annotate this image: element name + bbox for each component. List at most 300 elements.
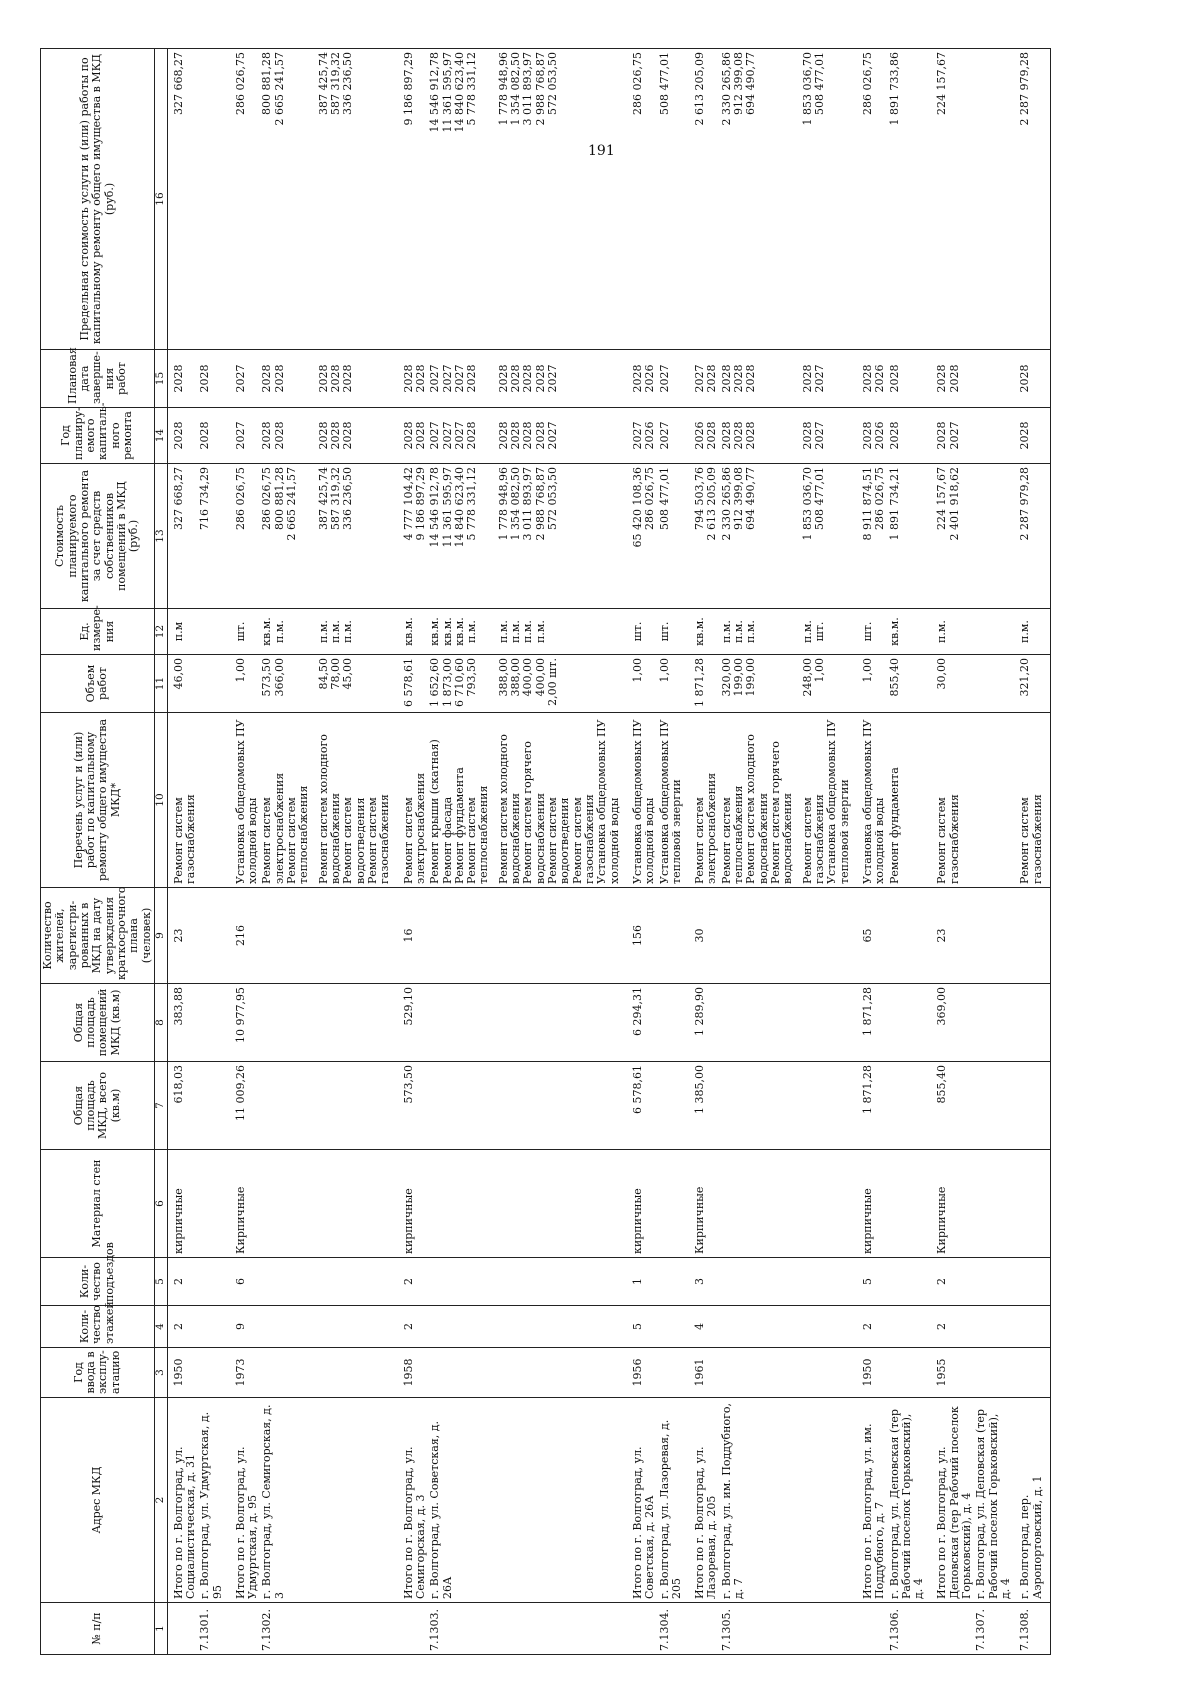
table-cell: 508 477,01 (658, 464, 690, 609)
table-cell (497, 1398, 627, 1603)
table-cell (198, 1348, 230, 1398)
table-cell (801, 1258, 857, 1306)
table-cell (658, 888, 690, 984)
table-cell (428, 1348, 497, 1398)
column-number: 13 (154, 464, 167, 609)
page-number: 191 (588, 143, 615, 159)
column-number-row (154, 49, 167, 1655)
table-cell: п.м. (931, 609, 974, 655)
table-cell: 7.1304. (658, 1603, 690, 1655)
table-cell: Итого по г. Волгоград, ул. Деповская (тер Рабочий поселок Горьковский), д. 4 (931, 1398, 974, 1603)
table-cell: 1 891 734,21 (888, 464, 932, 609)
table-cell (317, 1603, 398, 1655)
table-cell: 2 (931, 1258, 974, 1306)
table-cell (428, 1306, 497, 1348)
table-cell (317, 1062, 398, 1150)
table-cell (658, 1348, 690, 1398)
table-cell: п.м. шт. (801, 609, 857, 655)
table-cell: 2 (398, 1306, 429, 1348)
table-cell: 383,88 (167, 984, 198, 1062)
table-cell: 7.1301. (198, 1603, 230, 1655)
total-row (857, 49, 888, 1655)
table-cell (801, 1348, 857, 1398)
table-cell: Установка общедомовых ПУ холодной воды (857, 713, 888, 888)
table-cell: 2028 (167, 350, 198, 408)
table-cell (317, 888, 398, 984)
column-header: Предельная стоимость услуги и (или) работы по капитальному ремонту общего имущества в МКД (руб.) (41, 49, 155, 350)
table-cell: кирпичные (167, 1150, 198, 1258)
table-cell (198, 984, 230, 1062)
column-number: 15 (154, 350, 167, 408)
table-cell: 2028 2028 (260, 350, 316, 408)
table-cell (974, 1348, 1018, 1398)
table-cell (720, 1348, 801, 1398)
table-cell (658, 984, 690, 1062)
table-cell: 2 (167, 1306, 198, 1348)
table-cell: Ремонт систем газоснабжения (167, 713, 198, 888)
column-number: 1 (154, 1603, 167, 1655)
table-cell: 369,00 (931, 984, 974, 1062)
table-cell: 286 026,75 (230, 49, 261, 350)
table-cell (1018, 1348, 1050, 1398)
table-cell: 2028 2028 2028 (720, 408, 801, 464)
table-row (658, 49, 690, 1655)
table-cell: Кирпичные (230, 1150, 261, 1258)
column-header: Общая площадь помещений МКД (кв.м) (41, 984, 155, 1062)
table-cell (317, 1258, 398, 1306)
table-cell: 5 (857, 1258, 888, 1306)
table-cell (974, 888, 1018, 984)
table-cell: 2027 2027 2027 2028 (428, 350, 497, 408)
table-cell: 3 (689, 1258, 720, 1306)
table-cell: 2028 2028 (260, 408, 316, 464)
table-cell: 1 853 036,70 508 477,01 (801, 49, 857, 350)
table-cell (428, 1062, 497, 1150)
column-number: 11 (154, 655, 167, 713)
table-cell: 1950 (167, 1348, 198, 1398)
table-cell (801, 1062, 857, 1150)
table-cell: 794 503,76 2 613 205,09 (689, 464, 720, 609)
table-cell: 2028 2026 (627, 350, 658, 408)
column-number: 16 (154, 49, 167, 350)
table-cell (230, 1603, 261, 1655)
table-cell (974, 609, 1018, 655)
column-number: 2 (154, 1398, 167, 1603)
table-cell (801, 1398, 857, 1603)
table-cell (198, 1150, 230, 1258)
table-cell (801, 1306, 857, 1348)
table-cell (888, 1306, 932, 1348)
table-cell (627, 1603, 658, 1655)
table-cell (974, 713, 1018, 888)
table-cell: 1956 (627, 1348, 658, 1398)
table-cell: г. Волгоград, ул. Удмуртская, д. 95 (198, 1398, 230, 1603)
table-cell (497, 1306, 627, 1348)
table-cell: 2028 (888, 350, 932, 408)
table-cell: Ремонт систем газоснабжения (1018, 713, 1050, 888)
table-cell (167, 1603, 198, 1655)
table-cell (198, 609, 230, 655)
table-cell: 2028 2028 (398, 408, 429, 464)
table-cell: 1 853 036,70 508 477,01 (801, 464, 857, 609)
table-cell: 618,03 (167, 1062, 198, 1150)
table-cell: 2028 2026 (857, 350, 888, 408)
table-cell (1018, 1258, 1050, 1306)
table-cell: 9 (230, 1306, 261, 1348)
table-cell: 2 330 265,86 912 399,08 694 490,77 (720, 464, 801, 609)
table-cell (198, 1258, 230, 1306)
table-row (428, 49, 497, 1655)
table-cell: п.м. (1018, 609, 1050, 655)
table-cell: 6 (230, 1258, 261, 1306)
table-row (974, 49, 1018, 1655)
table-cell (720, 888, 801, 984)
column-number: 10 (154, 713, 167, 888)
header-row (41, 49, 155, 1655)
table-cell: 2028 (888, 408, 932, 464)
table-cell: 2028 (198, 350, 230, 408)
table-cell: 2028 2027 (801, 408, 857, 464)
table-cell: 156 (627, 888, 658, 984)
table-cell (801, 984, 857, 1062)
table-cell: 30 (689, 888, 720, 984)
table-cell (974, 49, 1018, 350)
table-cell: 1 871,28 (857, 1062, 888, 1150)
table-cell: 16 (398, 888, 429, 984)
table-cell: 1961 (689, 1348, 720, 1398)
table-cell (260, 1306, 316, 1348)
table-cell: 6 578,61 (627, 1062, 658, 1150)
table-cell (198, 713, 230, 888)
table-cell: 2028 2027 (801, 350, 857, 408)
table-cell (317, 1348, 398, 1398)
column-header: № п/п (41, 1603, 155, 1655)
table-cell: 800 881,28 2 665 241,57 (260, 49, 316, 350)
table-cell: 7.1306. (888, 1603, 932, 1655)
table-cell: Ремонт крыши (скатная) Ремонт фасада Ремонт фундамента Ремонт систем теплоснабжения (428, 713, 497, 888)
table-cell: 2028 2028 2028 (317, 408, 398, 464)
table-cell: г. Волгоград, ул. им. Поддубного, д. 7 (720, 1398, 801, 1603)
table-cell: Ремонт систем электроснабжения Ремонт систем теплоснабжения (260, 713, 316, 888)
table-cell: 84,50 78,00 45,00 (317, 655, 398, 713)
table-cell (428, 888, 497, 984)
column-header: Коли-чество подъездов (41, 1258, 155, 1306)
column-header: Год планиру-емого капиталь-ного ремонта (41, 408, 155, 464)
table-cell: 1 (627, 1258, 658, 1306)
column-number: 7 (154, 1062, 167, 1150)
table-cell: 46,00 (167, 655, 198, 713)
column-number: 12 (154, 609, 167, 655)
table-cell: 10 977,95 (230, 984, 261, 1062)
table-cell: кв.м. (689, 609, 720, 655)
table-cell: 9 186 897,29 (398, 49, 429, 350)
table-cell: 1958 (398, 1348, 429, 1398)
table-cell: 2 (857, 1306, 888, 1348)
table-cell: кирпичные (857, 1150, 888, 1258)
table-cell (1018, 1062, 1050, 1150)
table-cell: Ремонт фундамента (888, 713, 932, 888)
table-cell: 1973 (230, 1348, 261, 1398)
table-cell: 573,50 366,00 (260, 655, 316, 713)
table-cell: 716 734,29 (198, 464, 230, 609)
table-cell: 11 009,26 (230, 1062, 261, 1150)
table-row (198, 49, 230, 1655)
table-cell: г. Волгоград, пер. Аэропортовский, д. 1 (1018, 1398, 1050, 1603)
table-cell (317, 1150, 398, 1258)
table-cell (198, 655, 230, 713)
table-cell: 508 477,01 (658, 49, 690, 350)
table-cell (658, 1258, 690, 1306)
table-cell: 387 425,74 587 319,32 336 236,50 (317, 49, 398, 350)
table-cell: шт. (627, 609, 658, 655)
table-cell (658, 1150, 690, 1258)
table-cell: г. Волгоград, ул. Семигорская, д. 3 (260, 1398, 316, 1603)
table-cell: 5 (627, 1306, 658, 1348)
table-cell (888, 1062, 932, 1150)
table-cell: г. Волгоград, ул. Деповская (тер Рабочий поселок Горьковский), д. 4 (974, 1398, 1018, 1603)
table-cell: 1,00 (857, 655, 888, 713)
table-cell: 1 778 948,96 1 354 082,50 3 011 893,97 2 988 768,87 572 053,50 (497, 464, 627, 609)
table-cell: 6 578,61 (398, 655, 429, 713)
table-cell: 1950 (857, 1348, 888, 1398)
table-cell (974, 655, 1018, 713)
table-cell (974, 408, 1018, 464)
table-cell: 224 157,67 (931, 49, 974, 350)
table-cell (801, 888, 857, 984)
table-cell: Итого по г. Волгоград, ул. Семигорская, д. 3 (398, 1398, 429, 1603)
table-cell (974, 1306, 1018, 1348)
table-cell (1018, 888, 1050, 984)
table-cell: Установка общедомовых ПУ холодной воды (230, 713, 261, 888)
table-cell: 7.1302. (260, 1603, 316, 1655)
column-header: Материал стен (41, 1150, 155, 1258)
table-cell (497, 888, 627, 984)
table-cell: Итого по г. Волгоград, ул. Социалистическая, д. 31 (167, 1398, 198, 1603)
table-cell (974, 984, 1018, 1062)
column-header: Общая площадь МКД, всего (кв.м) (41, 1062, 155, 1150)
table-cell: 2 (398, 1258, 429, 1306)
table-cell (888, 984, 932, 1062)
table-cell: 2027 (658, 350, 690, 408)
column-header: Адрес МКД (41, 1398, 155, 1603)
table-cell: кв.м. п.м. (260, 609, 316, 655)
total-row (230, 49, 261, 1655)
table-cell: Итого по г. Волгоград, ул. им. Поддубного, д. 7 (857, 1398, 888, 1603)
table-cell (658, 1306, 690, 1348)
table-cell (260, 1258, 316, 1306)
table-cell: г. Волгоград, ул. Деповская (тер Рабочий поселок Горьковский), д. 4 (888, 1398, 932, 1603)
table-cell (888, 1348, 932, 1398)
table-row (1018, 49, 1050, 1655)
table-cell: кирпичные (398, 1150, 429, 1258)
table-cell: шт. (230, 609, 261, 655)
table-cell: 1 289,90 (689, 984, 720, 1062)
table-cell (260, 1150, 316, 1258)
table-cell (497, 1150, 627, 1258)
table-cell: 573,50 (398, 1062, 429, 1150)
capital-repair-table (40, 48, 1051, 1655)
table-cell: 14 546 912,78 11 361 595,97 14 840 623,40 5 778 331,12 (428, 49, 497, 350)
column-number: 4 (154, 1306, 167, 1348)
table-cell: 1,00 (658, 655, 690, 713)
table-cell: Ремонт систем холодного водоснабжения Ремонт систем горячего водоснабжения Ремонт систем водоотведения Ремонт систем газоснабжения Установка общедомовых ПУ холодной воды (497, 713, 627, 888)
total-row (931, 49, 974, 1655)
column-number: 9 (154, 888, 167, 984)
table-cell (260, 984, 316, 1062)
column-number: 14 (154, 408, 167, 464)
column-header: Ед. измере-ния (41, 609, 155, 655)
total-row (627, 49, 658, 1655)
table-cell (888, 1258, 932, 1306)
table-cell: шт. (658, 609, 690, 655)
table-cell: 1 871,28 (857, 984, 888, 1062)
table-row (497, 49, 627, 1655)
table-cell: Итого по г. Волгоград, ул. Лазоревая, д. 205 (689, 1398, 720, 1603)
total-row (689, 49, 720, 1655)
table-cell: 1,00 (230, 655, 261, 713)
table-cell: п.м (167, 609, 198, 655)
table-cell (974, 1258, 1018, 1306)
column-header: Перечень услуг и (или) работ по капитальному ремонту общего имущества МКД* (41, 713, 155, 888)
table-cell: 327 668,27 (167, 49, 198, 350)
table-cell: Ремонт систем теплоснабжения Ремонт систем холодного водоснабжения Ремонт систем горячего водоснабжения (720, 713, 801, 888)
table-cell (720, 1306, 801, 1348)
table-cell: 2028 2027 (931, 408, 974, 464)
column-header: Стоимость планируемого капитального ремонта за счет средств собственников помещений в МКД (руб.) (41, 464, 155, 609)
table-cell: п.м. п.м. п.м. п.м. (497, 609, 627, 655)
table-cell: 1 385,00 (689, 1062, 720, 1150)
table-cell: 286 026,75 800 881,28 2 665 241,57 (260, 464, 316, 609)
table-cell: 2028 (167, 408, 198, 464)
table-cell (198, 1062, 230, 1150)
table-cell: 286 026,75 (230, 464, 261, 609)
table-cell: 2028 (1018, 408, 1050, 464)
table-cell: 2 (931, 1306, 974, 1348)
table-cell: 2028 2028 (931, 350, 974, 408)
table-cell: 2028 2028 2028 (720, 350, 801, 408)
table-cell (801, 1150, 857, 1258)
table-cell: 388,00 388,00 400,00 400,00 2,00 шт. (497, 655, 627, 713)
column-number: 5 (154, 1258, 167, 1306)
table-cell (317, 984, 398, 1062)
table-cell: 286 026,75 (857, 49, 888, 350)
table-cell: Установка общедомовых ПУ тепловой энергии (658, 713, 690, 888)
column-header: Плановая дата заверше-ния работ (41, 350, 155, 408)
table-cell: кирпичные (627, 1150, 658, 1258)
table-cell (497, 984, 627, 1062)
table-cell: Ремонт систем холодного водоснабжения Ремонт систем водоотведения Ремонт систем газоснабжения (317, 713, 398, 888)
table-cell (497, 1348, 627, 1398)
table-cell (260, 1348, 316, 1398)
table-cell (317, 1306, 398, 1348)
table-cell (198, 49, 230, 350)
table-cell: 2027 (230, 408, 261, 464)
table-cell: 1 652,60 1 873,00 6 710,60 793,50 (428, 655, 497, 713)
table-cell: п.м. п.м. п.м. (720, 609, 801, 655)
table-cell (974, 350, 1018, 408)
table-cell: 2028 (1018, 350, 1050, 408)
table-cell: Ремонт систем электроснабжения (689, 713, 720, 888)
table-cell: 2028 2028 2028 2028 2027 (497, 350, 627, 408)
table-cell: 8 911 874,51 286 026,75 (857, 464, 888, 609)
table-cell: Установка общедомовых ПУ холодной воды (627, 713, 658, 888)
table-cell (428, 984, 497, 1062)
table-cell (1018, 1150, 1050, 1258)
total-row (398, 49, 429, 1655)
table-cell: Кирпичные (931, 1150, 974, 1258)
table-cell: 23 (167, 888, 198, 984)
column-number: 3 (154, 1348, 167, 1398)
table-row (801, 49, 857, 1655)
column-number: 8 (154, 984, 167, 1062)
table-cell (658, 1062, 690, 1150)
table-cell: 2028 2028 2028 (317, 350, 398, 408)
table-cell (720, 1062, 801, 1150)
table-cell (198, 1306, 230, 1348)
table-cell: 1 871,28 (689, 655, 720, 713)
table-row (260, 49, 316, 1655)
column-header: Объем работ (41, 655, 155, 713)
table-cell: 7.1305. (720, 1603, 801, 1655)
table-cell: 286 026,75 (627, 49, 658, 350)
table-cell: 1 891 733,86 (888, 49, 932, 350)
table-cell: 216 (230, 888, 261, 984)
table-cell: г. Волгоград, ул. Лазоревая, д. 205 (658, 1398, 690, 1603)
table-cell (931, 1603, 974, 1655)
table-cell: 14 546 912,78 11 361 595,97 14 840 623,40 5 778 331,12 (428, 464, 497, 609)
table-cell: 30,00 (931, 655, 974, 713)
table-cell: Кирпичные (689, 1150, 720, 1258)
table-cell: 6 294,31 (627, 984, 658, 1062)
table-cell: 320,00 199,00 199,00 (720, 655, 801, 713)
table-cell (720, 984, 801, 1062)
table-cell (720, 1150, 801, 1258)
table-cell: 2027 2027 2027 2028 (428, 408, 497, 464)
table-cell (317, 1398, 398, 1603)
table-cell: 7.1303. (428, 1603, 497, 1655)
table-cell: 4 777 104,42 9 186 897,29 (398, 464, 429, 609)
table-cell: 2028 2028 2028 2028 2027 (497, 408, 627, 464)
table-cell: 7.1308. (1018, 1603, 1050, 1655)
table-cell (888, 888, 932, 984)
table-cell: 65 420 108,36 286 026,75 (627, 464, 658, 609)
table-cell: 2027 (658, 408, 690, 464)
table-cell (398, 1603, 429, 1655)
rotated-table-container (40, 49, 1158, 1655)
table-cell: 2 287 979,28 (1018, 464, 1050, 609)
table-cell: 1955 (931, 1348, 974, 1398)
column-number: 6 (154, 1150, 167, 1258)
table-cell (857, 1603, 888, 1655)
column-header: Количество жителей, зарегистри-рованных в МКД на дату утверждения краткосрочного плана (человек) (41, 888, 155, 984)
table-cell: 2028 2028 (398, 350, 429, 408)
table-cell (974, 1062, 1018, 1150)
table-row (317, 49, 398, 1655)
table-cell: 855,40 (888, 655, 932, 713)
table-cell: 23 (931, 888, 974, 984)
table-cell: 2027 2028 (689, 350, 720, 408)
total-row (167, 49, 198, 1655)
table-cell: Итого по г. Волгоград, ул. Советская, д. 26А (627, 1398, 658, 1603)
table-cell: кв.м. (888, 609, 932, 655)
table-cell: Ремонт систем газоснабжения Установка общедомовых ПУ тепловой энергии (801, 713, 857, 888)
table-cell: кв.м. (398, 609, 429, 655)
table-cell (198, 888, 230, 984)
table-cell (974, 1150, 1018, 1258)
table-cell: 529,10 (398, 984, 429, 1062)
table-cell (689, 1603, 720, 1655)
table-cell: 321,20 (1018, 655, 1050, 713)
